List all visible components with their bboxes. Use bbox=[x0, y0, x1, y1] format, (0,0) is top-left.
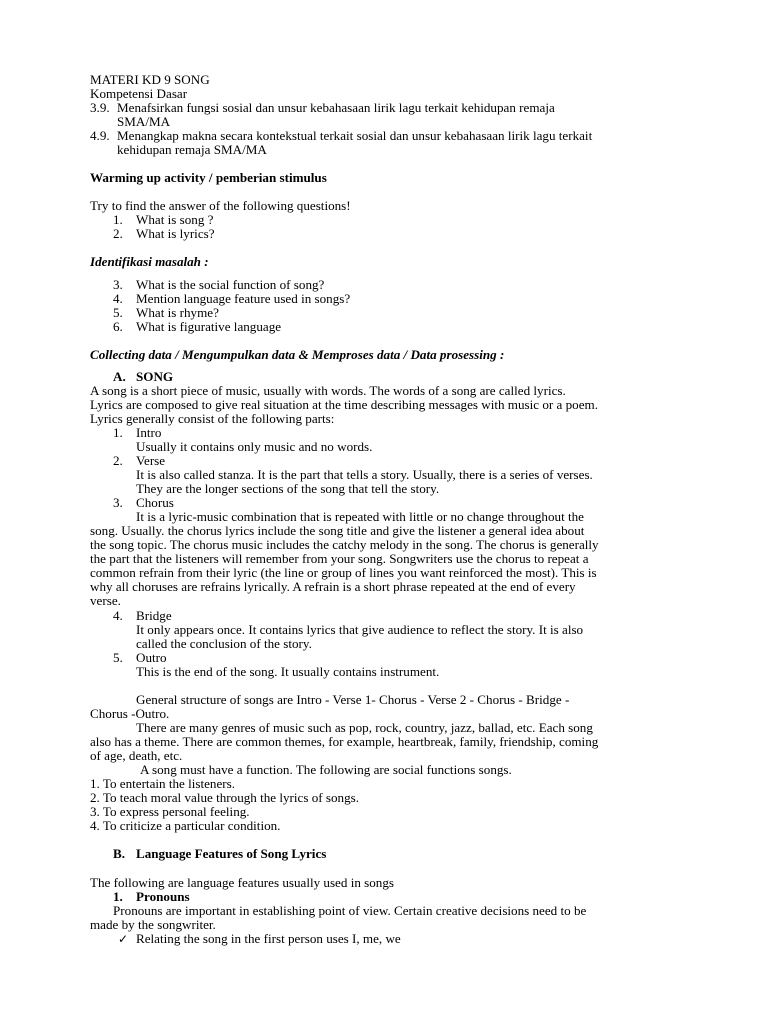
section-title: SONG bbox=[136, 369, 174, 384]
warmup-heading: Warming up activity / pemberian stimulus bbox=[90, 170, 327, 185]
list-number: 1. bbox=[113, 212, 123, 227]
paragraph-line: made by the songwriter. bbox=[90, 917, 216, 932]
paragraph-line: of age, death, etc. bbox=[90, 748, 183, 763]
list-number: 1. bbox=[113, 425, 123, 440]
kd-number: 4.9. bbox=[90, 128, 110, 143]
paragraph-line: There are many genres of music such as pop, rock, country, jazz, ballad, etc. Each song bbox=[136, 720, 593, 735]
part-desc: called the conclusion of the story. bbox=[136, 636, 312, 651]
part-name: Outro bbox=[136, 650, 167, 665]
paragraph-line: Lyrics generally consist of the following parts: bbox=[90, 411, 335, 426]
section-letter: B. bbox=[113, 846, 126, 861]
list-number: 3. bbox=[113, 495, 123, 510]
part-name: Verse bbox=[136, 453, 166, 468]
paragraph-line: song. Usually. the chorus lyrics include the song title and give the listener a general idea about bbox=[90, 523, 585, 538]
kd-text: Menangkap makna secara kontekstual terkait sosial dan unsur kebahasaan lirik lagu terkait bbox=[117, 128, 593, 143]
part-name: Chorus bbox=[136, 495, 174, 510]
list-number: 5. bbox=[113, 650, 123, 665]
paragraph-line: The following are language features usually used in songs bbox=[90, 875, 394, 890]
list-number: 5. bbox=[113, 305, 123, 320]
part-desc: It is also called stanza. It is the part that tells a story. Usually, there is a series of verses. bbox=[136, 467, 593, 482]
list-number: 4. bbox=[113, 608, 123, 623]
part-desc: It only appears once. It contains lyrics that give audience to reflect the story. It is also bbox=[136, 622, 584, 637]
list-number: 2. bbox=[113, 453, 123, 468]
part-name: Intro bbox=[136, 425, 162, 440]
part-name: Bridge bbox=[136, 608, 172, 623]
list-item: What is the social function of song? bbox=[136, 277, 325, 292]
paragraph-line: Lyrics are composed to give real situation at the time describing messages with music or a poem. bbox=[90, 397, 598, 412]
function-item: 3. To express personal feeling. bbox=[90, 804, 250, 819]
paragraph-line: A song must have a function. The following are social functions songs. bbox=[140, 762, 512, 777]
kd-text: Menafsirkan fungsi sosial dan unsur kebahasaan lirik lagu terkait kehidupan remaja bbox=[117, 100, 555, 115]
paragraph-line: common refrain from their lyric (the line or group of lines you want reinforced the most). This is bbox=[90, 565, 597, 580]
section-letter: A. bbox=[113, 369, 126, 384]
list-number: 4. bbox=[113, 291, 123, 306]
paragraph-line: Pronouns are important in establishing point of view. Certain creative decisions need to be bbox=[113, 903, 587, 918]
kd-text: SMA/MA bbox=[117, 114, 171, 129]
paragraph-line: the part that the listeners will remember from your song. Songwriters use the chorus to repeat a bbox=[90, 551, 589, 566]
list-item: What is song ? bbox=[136, 212, 214, 227]
kd-text: kehidupan remaja SMA/MA bbox=[117, 142, 267, 157]
paragraph-line: Chorus -Outro. bbox=[90, 706, 170, 721]
section-title: Language Features of Song Lyrics bbox=[136, 846, 327, 861]
list-number: 6. bbox=[113, 319, 123, 334]
part-desc: They are the longer sections of the song that tell the story. bbox=[136, 481, 440, 496]
warmup-intro: Try to find the answer of the following questions! bbox=[90, 198, 351, 213]
paragraph-line: also has a theme. There are common themes, for example, heartbreak, family, friendship, coming bbox=[90, 734, 599, 749]
list-item: What is rhyme? bbox=[136, 305, 219, 320]
kd-heading: Kompetensi Dasar bbox=[90, 86, 188, 101]
subsection-title: Pronouns bbox=[136, 889, 190, 904]
paragraph-line: the song topic. The chorus music includes the catchy melody in the song. The chorus is generally bbox=[90, 537, 599, 552]
checklist-item: Relating the song in the first person uses I, me, we bbox=[136, 931, 401, 946]
part-desc: It is a lyric-music combination that is repeated with little or no change throughout the bbox=[136, 509, 584, 524]
document-title: MATERI KD 9 SONG bbox=[90, 72, 210, 87]
paragraph-line: verse. bbox=[90, 593, 121, 608]
list-number: 3. bbox=[113, 277, 123, 292]
part-desc: This is the end of the song. It usually contains instrument. bbox=[136, 664, 440, 679]
list-item: Mention language feature used in songs? bbox=[136, 291, 351, 306]
list-item: What is figurative language bbox=[136, 319, 282, 334]
list-number: 1. bbox=[113, 889, 123, 904]
collect-heading: Collecting data / Mengumpulkan data & Memproses data / Data prosessing : bbox=[90, 347, 505, 362]
function-item: 1. To entertain the listeners. bbox=[90, 776, 236, 791]
list-item: What is lyrics? bbox=[136, 226, 215, 241]
paragraph-line: why all choruses are refrains lyrically. A refrain is a short phrase repeated at the end of every bbox=[90, 579, 576, 594]
ident-heading: Identifikasi masalah : bbox=[90, 254, 209, 269]
function-item: 2. To teach moral value through the lyrics of songs. bbox=[90, 790, 360, 805]
function-item: 4. To criticize a particular condition. bbox=[90, 818, 281, 833]
list-number: 2. bbox=[113, 226, 123, 241]
paragraph-line: General structure of songs are Intro - Verse 1- Chorus - Verse 2 - Chorus - Bridge - bbox=[136, 692, 570, 707]
kd-number: 3.9. bbox=[90, 100, 110, 115]
part-desc: Usually it contains only music and no words. bbox=[136, 439, 373, 454]
checkmark-icon: ✓ bbox=[118, 932, 129, 946]
paragraph-line: A song is a short piece of music, usually with words. The words of a song are called lyrics. bbox=[90, 383, 566, 398]
